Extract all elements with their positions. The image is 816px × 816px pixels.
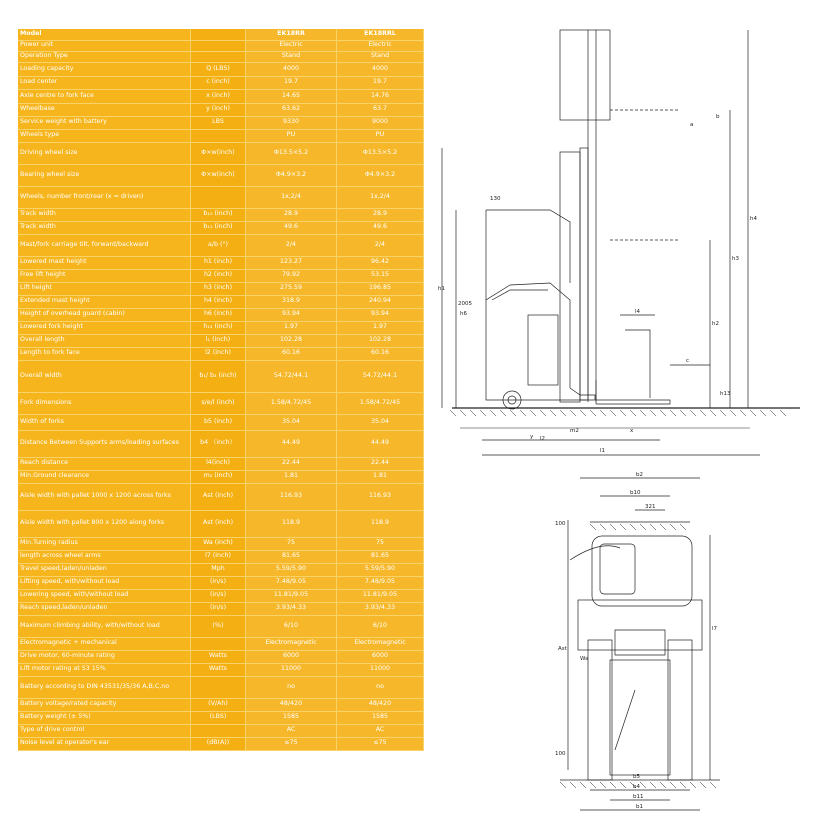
param-name: Drive motor, 60-minute rating xyxy=(18,650,191,663)
ek18rrl-value: 14.76 xyxy=(337,89,424,103)
dim-label: 130 xyxy=(490,196,501,202)
param-name: Lift height xyxy=(18,282,191,295)
param-unit: m₂ (inch) xyxy=(191,470,246,483)
table-row xyxy=(18,186,424,208)
param-name: Model xyxy=(18,29,191,40)
table-row xyxy=(18,295,424,308)
table-row xyxy=(18,51,424,62)
ek18rr-value: 44.49 xyxy=(246,430,337,457)
param-name: Lift motor rating at S3 15% xyxy=(18,663,191,676)
ek18rr-value: Electric xyxy=(246,40,337,51)
dim-label: 321 xyxy=(645,504,656,510)
ek18rr-value: AC xyxy=(246,724,337,737)
table-row xyxy=(18,470,424,483)
param-name: Travel speed,laden/unladen xyxy=(18,563,191,576)
table-row xyxy=(18,663,424,676)
dim-label: b5 xyxy=(633,774,640,780)
param-name: Load center xyxy=(18,76,191,89)
ek18rrl-value: 240.94 xyxy=(337,295,424,308)
table-row xyxy=(18,129,424,142)
param-unit: (V/Ah) xyxy=(191,698,246,711)
table-row xyxy=(18,430,424,457)
ek18rr-value: 1.81 xyxy=(246,470,337,483)
dim-label: Wa xyxy=(580,656,589,662)
param-name: Wheels type xyxy=(18,129,191,142)
param-name: Lowered fork height xyxy=(18,321,191,334)
ek18rr-value: ≤75 xyxy=(246,737,337,750)
ek18rrl-value: 81.65 xyxy=(337,550,424,563)
ek18rrl-value: 4000 xyxy=(337,62,424,76)
param-name: Min.Ground clearance xyxy=(18,470,191,483)
param-name: Type of drive control xyxy=(18,724,191,737)
ek18rrl-value: Φ4.9×3.2 xyxy=(337,164,424,186)
ek18rrl-value: Stand xyxy=(337,51,424,62)
ek18rrl-value: ≤75 xyxy=(337,737,424,750)
param-name: Driving wheel size xyxy=(18,142,191,164)
ek18rrl-value: 35.04 xyxy=(337,414,424,430)
ek18rrl-value: 196.85 xyxy=(337,282,424,295)
ek18rrl-value: 116.93 xyxy=(337,483,424,510)
dim-label: h4 xyxy=(750,216,757,222)
ek18rr-value: 11000 xyxy=(246,663,337,676)
param-name: Mast/fork carriage tilt, forward/backward xyxy=(18,234,191,256)
ek18rrl-value: 63.7 xyxy=(337,103,424,116)
param-name: Extended mast height xyxy=(18,295,191,308)
table-row xyxy=(18,89,424,103)
ek18rr-value: 1.58/4.72/45 xyxy=(246,392,337,414)
param-name: length across wheel arms xyxy=(18,550,191,563)
table-row xyxy=(18,40,424,51)
ek18rr-value: Φ13.5×5.2 xyxy=(246,142,337,164)
ek18rr-value: 48/420 xyxy=(246,698,337,711)
table-row xyxy=(18,164,424,186)
table-row xyxy=(18,360,424,392)
ek18rr-value: 118.9 xyxy=(246,510,337,537)
dim-label: 2005 xyxy=(458,301,472,307)
table-row xyxy=(18,650,424,663)
param-name: Track width xyxy=(18,208,191,221)
param-name: Battery weight (± 5%) xyxy=(18,711,191,724)
ek18rr-value: PU xyxy=(246,129,337,142)
ek18rr-value: 93.94 xyxy=(246,308,337,321)
table-row xyxy=(18,698,424,711)
param-unit xyxy=(191,40,246,51)
ek18rr-value: 1585 xyxy=(246,711,337,724)
ek18rrl-value: 49.6 xyxy=(337,221,424,234)
param-name: Overall length xyxy=(18,334,191,347)
table-row xyxy=(18,589,424,602)
dim-label: h6 xyxy=(460,311,467,317)
param-name: Wheels, number front/rear (x = driven) xyxy=(18,186,191,208)
ek18rrl-value: 28.9 xyxy=(337,208,424,221)
dim-label: l7 xyxy=(712,626,718,632)
table-row xyxy=(18,103,424,116)
param-unit xyxy=(191,637,246,650)
ek18rr-value: 75 xyxy=(246,537,337,550)
table-row xyxy=(18,62,424,76)
dim-label: m2 xyxy=(570,428,579,434)
param-name: Axle centre to fork face xyxy=(18,89,191,103)
dim-label: b2 xyxy=(636,472,643,478)
param-unit: Q (LBS) xyxy=(191,62,246,76)
side-view-drawing xyxy=(442,30,800,455)
param-name: Lifting speed, with/without load xyxy=(18,576,191,589)
ek18rrl-value: 1.58/4.72/45 xyxy=(337,392,424,414)
table-row xyxy=(18,142,424,164)
ek18rr-value: 81.65 xyxy=(246,550,337,563)
table-row xyxy=(18,537,424,550)
table-row xyxy=(18,602,424,615)
param-unit: h2 (inch) xyxy=(191,269,246,282)
ek18rr-value: 123.27 xyxy=(246,256,337,269)
dim-label: h13 xyxy=(720,391,731,397)
ek18rrl-value: 1x,2/4 xyxy=(337,186,424,208)
top-view-drawing xyxy=(560,478,720,810)
param-name: Maximum climbing ability, with/without load xyxy=(18,615,191,637)
ek18rrl-value: no xyxy=(337,676,424,698)
param-unit: a/b (°) xyxy=(191,234,246,256)
param-name: Electromagnetic + mechanical xyxy=(18,637,191,650)
ek18rrl-value: 48/420 xyxy=(337,698,424,711)
param-unit: b₁₀ (inch) xyxy=(191,208,246,221)
ek18rr-value: 6/10 xyxy=(246,615,337,637)
param-unit: s/e/l (inch) xyxy=(191,392,246,414)
ek18rr-value: Φ4.9×3.2 xyxy=(246,164,337,186)
ek18rr-value: 3.93/4.33 xyxy=(246,602,337,615)
ek18rrl-value: 9000 xyxy=(337,116,424,129)
ek18rrl-value: 2/4 xyxy=(337,234,424,256)
param-name: Battery voltage/rated capacity xyxy=(18,698,191,711)
ek18rrl-value: 118.9 xyxy=(337,510,424,537)
param-name: Bearing wheel size xyxy=(18,164,191,186)
table-header-row xyxy=(18,29,424,40)
ek18rrl-value: 1585 xyxy=(337,711,424,724)
ek18rr-value: 60.16 xyxy=(246,347,337,360)
table-row xyxy=(18,308,424,321)
dim-label: l4 xyxy=(635,309,641,315)
spec-table xyxy=(18,29,424,751)
ek18rr-value: 1.97 xyxy=(246,321,337,334)
ek18rrl-value: 7.48/9.05 xyxy=(337,576,424,589)
ek18rr-value: 102.28 xyxy=(246,334,337,347)
dim-label: h1 xyxy=(438,286,445,292)
dim-label: b4 xyxy=(633,784,640,790)
ek18rr-value: 2/4 xyxy=(246,234,337,256)
param-name: Reach speed,laden/unladen xyxy=(18,602,191,615)
dim-label: h3 xyxy=(732,256,739,262)
param-name: Width of forks xyxy=(18,414,191,430)
ek18rr-value: 63.62 xyxy=(246,103,337,116)
ek18rrl-value: 5.59/5.90 xyxy=(337,563,424,576)
param-unit: (in/s) xyxy=(191,576,246,589)
table-row xyxy=(18,510,424,537)
param-unit: y (inch) xyxy=(191,103,246,116)
table-row xyxy=(18,615,424,637)
ek18rr-value: EK18RR xyxy=(246,29,337,40)
ek18rrl-value: AC xyxy=(337,724,424,737)
param-unit: h6 (inch) xyxy=(191,308,246,321)
param-name: Lowered mast height xyxy=(18,256,191,269)
param-unit: b₁/ b₂ (inch) xyxy=(191,360,246,392)
param-unit: Mph xyxy=(191,563,246,576)
dim-label: l2 xyxy=(540,436,546,442)
ek18rr-value: 35.04 xyxy=(246,414,337,430)
param-unit: x (inch) xyxy=(191,89,246,103)
param-unit: Φ×w(inch) xyxy=(191,164,246,186)
param-unit xyxy=(191,724,246,737)
param-unit: b₁₁ (inch) xyxy=(191,221,246,234)
ek18rrl-value: 54.72/44.1 xyxy=(337,360,424,392)
param-unit: b4 （inch） xyxy=(191,430,246,457)
ek18rrl-value: 75 xyxy=(337,537,424,550)
ek18rrl-value: 3.93/4.33 xyxy=(337,602,424,615)
dim-label: h2 xyxy=(712,321,719,327)
table-row xyxy=(18,414,424,430)
param-unit: h1 (inch) xyxy=(191,256,246,269)
table-row xyxy=(18,256,424,269)
dim-label: b11 xyxy=(633,794,644,800)
param-unit xyxy=(191,676,246,698)
ek18rrl-value: 1.81 xyxy=(337,470,424,483)
table-row xyxy=(18,334,424,347)
dim-label: l1 xyxy=(600,448,606,454)
table-row xyxy=(18,676,424,698)
dim-label: b xyxy=(716,114,720,120)
param-name: Fork dimensions xyxy=(18,392,191,414)
ek18rr-value: 19.7 xyxy=(246,76,337,89)
param-unit: h3 (inch) xyxy=(191,282,246,295)
param-name: Loading capacity xyxy=(18,62,191,76)
param-name: Lowering speed, with/without load xyxy=(18,589,191,602)
dim-label: 100 xyxy=(555,751,566,757)
ek18rr-value: 1x,2/4 xyxy=(246,186,337,208)
ek18rrl-value: 1.97 xyxy=(337,321,424,334)
param-unit: l₁ (inch) xyxy=(191,334,246,347)
param-name: Noise level at operator's ear xyxy=(18,737,191,750)
param-name: Service weight with battery xyxy=(18,116,191,129)
ek18rrl-value: 93.94 xyxy=(337,308,424,321)
dim-label: 100 xyxy=(555,521,566,527)
ek18rrl-value: Electric xyxy=(337,40,424,51)
param-unit: h4 (inch) xyxy=(191,295,246,308)
table-row xyxy=(18,711,424,724)
param-name: Distance Between Supports arms/loading surfaces xyxy=(18,430,191,457)
ek18rr-value: 49.6 xyxy=(246,221,337,234)
param-unit: Wa (inch) xyxy=(191,537,246,550)
param-unit: Watts xyxy=(191,650,246,663)
param-unit xyxy=(191,51,246,62)
ek18rr-value: Stand xyxy=(246,51,337,62)
param-unit: (LBS) xyxy=(191,711,246,724)
ek18rr-value: 116.93 xyxy=(246,483,337,510)
table-row xyxy=(18,576,424,589)
ek18rrl-value: 44.49 xyxy=(337,430,424,457)
param-name: Power unit xyxy=(18,40,191,51)
param-name: Height of overhead guard (cabin) xyxy=(18,308,191,321)
table-row xyxy=(18,392,424,414)
param-unit: (in/s) xyxy=(191,602,246,615)
ek18rr-value: 5.59/5.90 xyxy=(246,563,337,576)
param-unit xyxy=(191,29,246,40)
table-row xyxy=(18,457,424,470)
ek18rrl-value: 22.44 xyxy=(337,457,424,470)
param-name: Battery according to DIN 43531/35/36 A,B,C,no xyxy=(18,676,191,698)
ek18rr-value: 14.65 xyxy=(246,89,337,103)
param-unit: Ast (inch) xyxy=(191,510,246,537)
dim-label: b1 xyxy=(636,804,643,810)
ek18rr-value: 7.48/9.05 xyxy=(246,576,337,589)
dim-label: y xyxy=(530,434,534,440)
ek18rrl-value: 6000 xyxy=(337,650,424,663)
param-unit: Ast (inch) xyxy=(191,483,246,510)
param-unit: h₁₃ (inch) xyxy=(191,321,246,334)
ek18rr-value: 11.81/9.05 xyxy=(246,589,337,602)
ek18rr-value: 9330 xyxy=(246,116,337,129)
dim-label: b10 xyxy=(630,490,641,496)
param-name: Operation Type xyxy=(18,51,191,62)
table-row xyxy=(18,637,424,650)
table-row xyxy=(18,347,424,360)
ek18rrl-value: Electromagnetic xyxy=(337,637,424,650)
param-unit: (%) xyxy=(191,615,246,637)
ek18rrl-value: 11.81/9.05 xyxy=(337,589,424,602)
param-unit xyxy=(191,129,246,142)
table-row xyxy=(18,724,424,737)
ek18rr-value: 28.9 xyxy=(246,208,337,221)
table-row xyxy=(18,321,424,334)
param-name: Aisle width with pallet 800 x 1200 along forks xyxy=(18,510,191,537)
ek18rrl-value: PU xyxy=(337,129,424,142)
table-row xyxy=(18,221,424,234)
ek18rr-value: 318.9 xyxy=(246,295,337,308)
ek18rrl-value: 11000 xyxy=(337,663,424,676)
param-name: Overall width xyxy=(18,360,191,392)
param-unit xyxy=(191,186,246,208)
ek18rrl-value: 102.28 xyxy=(337,334,424,347)
param-unit: LBS xyxy=(191,116,246,129)
param-unit: l2 (inch) xyxy=(191,347,246,360)
param-unit: (in/s) xyxy=(191,589,246,602)
param-unit: Watts xyxy=(191,663,246,676)
param-name: Min.Turning radius xyxy=(18,537,191,550)
table-row xyxy=(18,483,424,510)
param-unit: l7 (inch) xyxy=(191,550,246,563)
dim-label: a xyxy=(690,122,694,128)
param-unit: c (inch) xyxy=(191,76,246,89)
ek18rr-value: 275.59 xyxy=(246,282,337,295)
table-row xyxy=(18,563,424,576)
table-row xyxy=(18,737,424,750)
ek18rrl-value: Φ13.5×5.2 xyxy=(337,142,424,164)
technical-drawings xyxy=(420,0,816,816)
ek18rr-value: 4000 xyxy=(246,62,337,76)
table-row xyxy=(18,76,424,89)
ek18rr-value: Electromagnetic xyxy=(246,637,337,650)
param-unit: Φ×w(inch) xyxy=(191,142,246,164)
ek18rr-value: 79.92 xyxy=(246,269,337,282)
param-unit: (dB(A)) xyxy=(191,737,246,750)
ek18rrl-value: 53.15 xyxy=(337,269,424,282)
param-name: Wheelbase xyxy=(18,103,191,116)
ek18rrl-value: 96.42 xyxy=(337,256,424,269)
param-unit: l4(inch) xyxy=(191,457,246,470)
table-row xyxy=(18,234,424,256)
param-name: Track width xyxy=(18,221,191,234)
param-unit: b5 (inch) xyxy=(191,414,246,430)
param-name: Free lift height xyxy=(18,269,191,282)
ek18rr-value: 22.44 xyxy=(246,457,337,470)
ek18rrl-value: 19.7 xyxy=(337,76,424,89)
table-row xyxy=(18,208,424,221)
param-name: Reach distance xyxy=(18,457,191,470)
ek18rr-value: no xyxy=(246,676,337,698)
param-name: Length to fork face xyxy=(18,347,191,360)
ek18rr-value: 6000 xyxy=(246,650,337,663)
table-row xyxy=(18,282,424,295)
ek18rrl-value: 60.16 xyxy=(337,347,424,360)
table-row xyxy=(18,550,424,563)
table-row xyxy=(18,269,424,282)
param-name: Aisle width with pallet 1000 x 1200 across forks xyxy=(18,483,191,510)
dim-label: c xyxy=(686,358,690,364)
dim-label: x xyxy=(630,428,634,434)
ek18rr-value: 54.72/44.1 xyxy=(246,360,337,392)
ek18rrl-value: 6/10 xyxy=(337,615,424,637)
dim-label: Ast xyxy=(558,646,567,652)
ek18rrl-value: EK18RRL xyxy=(337,29,424,40)
table-row xyxy=(18,116,424,129)
